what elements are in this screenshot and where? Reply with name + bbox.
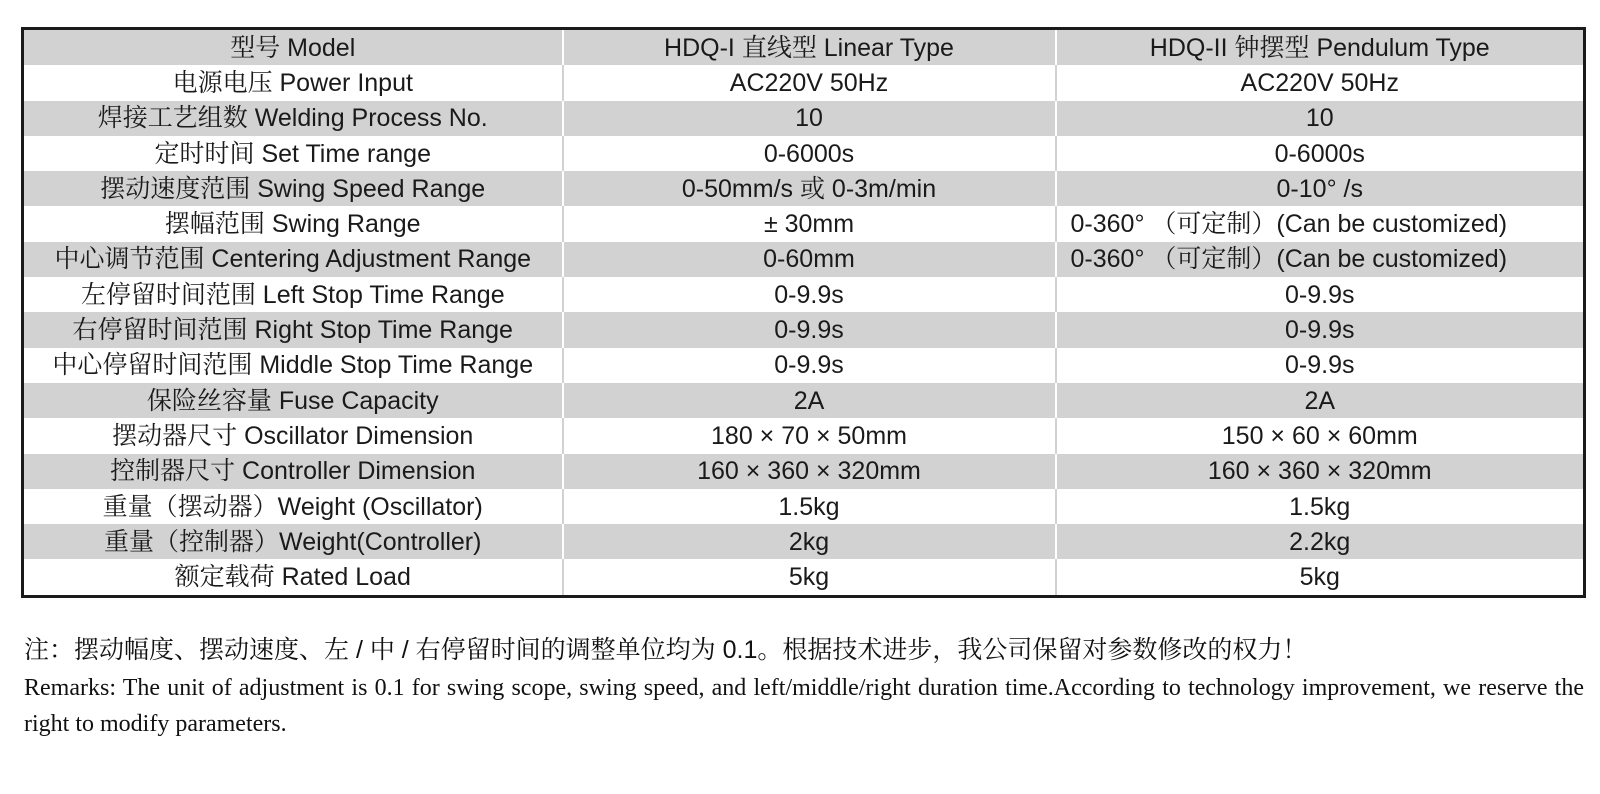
table-row [23,277,1585,312]
parameter-cell: 左停留时间范围 Left Stop Time Range [23,277,563,312]
pendulum-type-cell: 10 [1056,101,1585,136]
parameter-cell: 保险丝容量 Fuse Capacity [23,383,563,418]
table-row [23,242,1585,277]
table-row [23,206,1585,241]
parameter-cell: 中心停留时间范围 Middle Stop Time Range [23,348,563,383]
linear-type-cell: 0-9.9s [563,348,1056,383]
linear-type-cell: 180 × 70 × 50mm [563,418,1056,453]
linear-type-cell: 0-9.9s [563,277,1056,312]
pendulum-type-cell: 0-10° /s [1056,171,1585,206]
table-row [23,383,1585,418]
pendulum-type-cell: 0-9.9s [1056,277,1585,312]
table-row [23,65,1585,100]
linear-type-cell: 1.5kg [563,489,1056,524]
pendulum-type-cell: 150 × 60 × 60mm [1056,418,1585,453]
pendulum-type-cell: 0-6000s [1056,136,1585,171]
parameter-cell: 右停留时间范围 Right Stop Time Range [23,312,563,347]
table-row [23,312,1585,347]
spec-table [21,27,1586,598]
linear-type-cell: 0-9.9s [563,312,1056,347]
parameter-cell: 摆幅范围 Swing Range [23,206,563,241]
header-linear-type-cell: HDQ-I 直线型 Linear Type [563,29,1056,66]
parameter-cell: 重量（摆动器）Weight (Oscillator) [23,489,563,524]
remarks-chinese: 注：摆动幅度、摆动速度、左 / 中 / 右停留时间的调整单位均为 0.1。根据技术进步，我公司保留对参数修改的权力！ [24,636,1308,664]
parameter-cell: 定时时间 Set Time range [23,136,563,171]
table-row [23,489,1585,524]
header-parameter-cell: 型号 Model [23,29,563,66]
parameter-cell: 中心调节范围 Centering Adjustment Range [23,242,563,277]
linear-type-cell: 5kg [563,559,1056,596]
parameter-cell: 摆动器尺寸 Oscillator Dimension [23,418,563,453]
pendulum-type-cell: 0-360° （可定制）(Can be customized) [1056,206,1585,241]
pendulum-type-cell: 0-9.9s [1056,348,1585,383]
linear-type-cell: 2kg [563,524,1056,559]
linear-type-cell: 10 [563,101,1056,136]
pendulum-type-cell: 2.2kg [1056,524,1585,559]
linear-type-cell: ± 30mm [563,206,1056,241]
linear-type-cell: AC220V 50Hz [563,65,1056,100]
pendulum-type-cell: 160 × 360 × 320mm [1056,454,1585,489]
parameter-cell: 额定载荷 Rated Load [23,559,563,596]
linear-type-cell: 0-6000s [563,136,1056,171]
pendulum-type-cell: 5kg [1056,559,1585,596]
pendulum-type-cell: AC220V 50Hz [1056,65,1585,100]
remarks-english: Remarks: The unit of adjustment is 0.1 for swing scope, swing speed, and left/middle/right duration time.According to technology improvement, we reserve the right to modify parameters. [24,675,1584,737]
parameter-cell: 电源电压 Power Input [23,65,563,100]
parameter-cell: 焊接工艺组数 Welding Process No. [23,101,563,136]
parameter-cell: 控制器尺寸 Controller Dimension [23,454,563,489]
table-row [23,101,1585,136]
linear-type-cell: 160 × 360 × 320mm [563,454,1056,489]
table-row [23,418,1585,453]
header-pendulum-type-cell: HDQ-II 钟摆型 Pendulum Type [1056,29,1585,66]
pendulum-type-cell: 0-9.9s [1056,312,1585,347]
table-row [23,136,1585,171]
pendulum-type-cell: 1.5kg [1056,489,1585,524]
linear-type-cell: 0-50mm/s 或 0-3m/min [563,171,1056,206]
parameter-cell: 摆动速度范围 Swing Speed Range [23,171,563,206]
table-row [23,524,1585,559]
linear-type-cell: 2A [563,383,1056,418]
spec-table-body [23,29,1585,597]
table-row [23,454,1585,489]
parameter-cell: 重量（控制器）Weight(Controller) [23,524,563,559]
table-row [23,348,1585,383]
linear-type-cell: 0-60mm [563,242,1056,277]
table-row [23,171,1585,206]
table-header-row [23,29,1585,66]
pendulum-type-cell: 0-360° （可定制）(Can be customized) [1056,242,1585,277]
table-row [23,559,1585,596]
pendulum-type-cell: 2A [1056,383,1585,418]
